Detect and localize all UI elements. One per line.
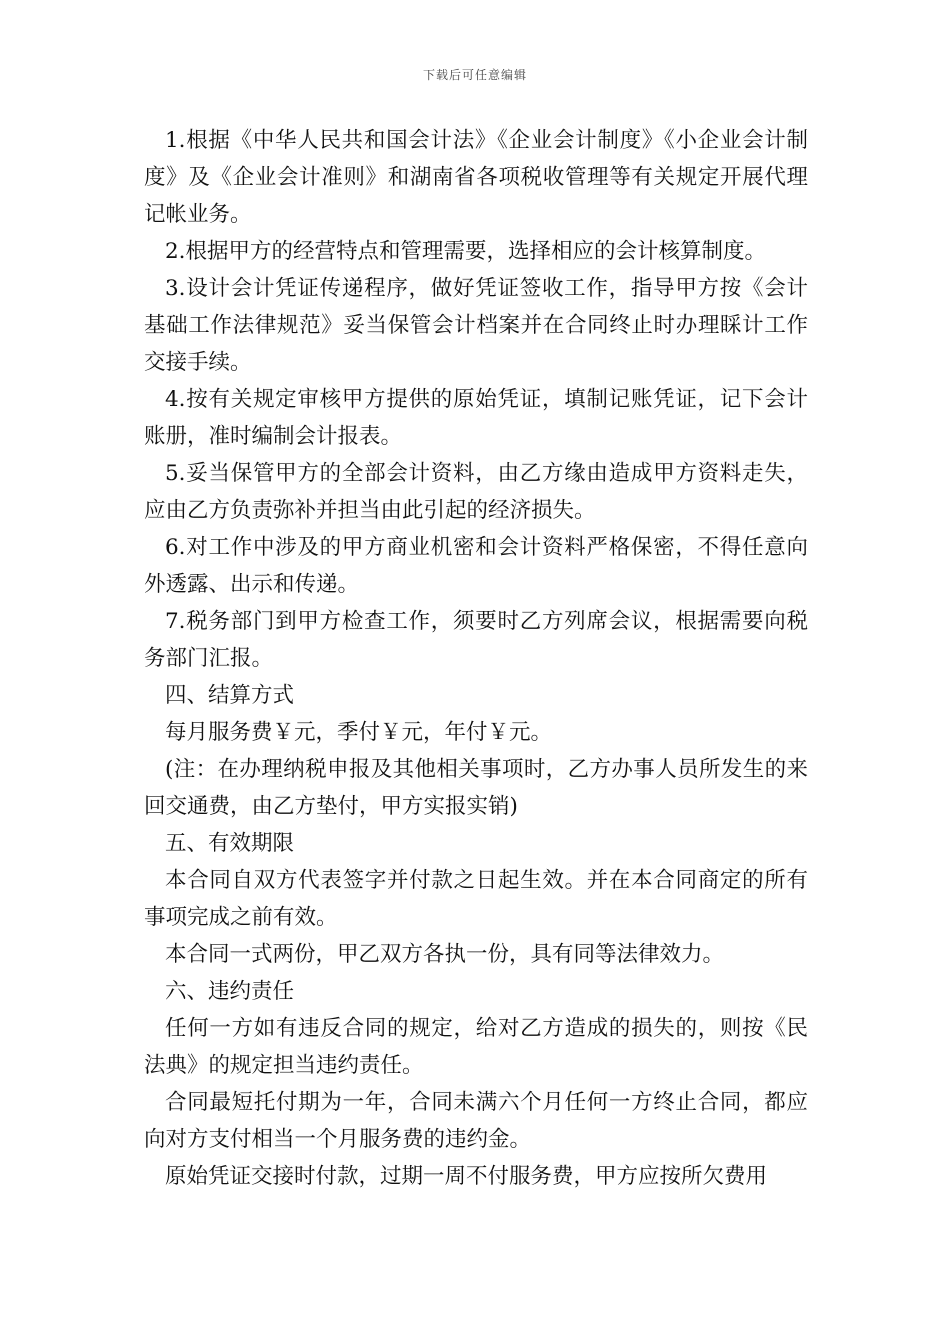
liability-paragraph: 任何一方如有违反合同的规定，给对乙方造成的损失的，则按《民法典》的规定担当违约责任。 (144, 1016, 808, 1078)
clause-4: 4.按有关规定审核甲方提供的原始凭证，填制记账凭证，记下会计账册，准时编制会计报表。 (144, 387, 808, 449)
section-heading-liability: 六、违约责任 (165, 979, 295, 1004)
clause-1: 1.根据《中华人民共和国会计法》《企业会计制度》《小企业会计制度》及《企业会计准则》和湖南省各项税收管理等有关规定开展代理记帐业务。 (144, 128, 808, 227)
clause-2: 2.根据甲方的经营特点和管理需要，选择相应的会计核算制度。 (165, 239, 767, 264)
section-heading-settlement: 四、结算方式 (165, 683, 295, 708)
page-header: 下载后可任意编辑 (422, 68, 527, 82)
clause-5: 5.妥当保管甲方的全部会计资料，由乙方缘由造成甲方资料走失，应由乙方负责弥补并担当由此引起的经济损失。 (144, 461, 808, 523)
clause-7: 7.税务部门到甲方检查工作，须要时乙方列席会议，根据需要向税务部门汇报。 (144, 609, 808, 671)
payment-paragraph: 原始凭证交接时付款，过期一周不付服务费，甲方应按所欠费用 (165, 1164, 768, 1189)
section-heading-validity: 五、有效期限 (165, 831, 295, 856)
fee-note-paragraph: (注：在办理纳税申报及其他相关事项时，乙方办事人员所发生的来回交通费，由乙方垫付，甲方实报实销) (144, 757, 808, 819)
service-fee-paragraph: 每月服务费￥元，季付￥元，年付￥元。 (165, 720, 553, 745)
document-body (144, 122, 808, 1195)
clause-3: 3.设计会计凭证传递程序，做好凭证签收工作，指导甲方按《会计基础工作法律规范》妥当保管会计档案并在合同终止时办理睬计工作交接手续。 (144, 276, 808, 375)
validity-paragraph: 本合同自双方代表签字并付款之日起生效。并在本合同商定的所有事项完成之前有效。 (144, 868, 808, 930)
clause-6: 6.对工作中涉及的甲方商业机密和会计资料严格保密，不得任意向外透露、出示和传递。 (144, 535, 808, 597)
minimum-term-paragraph: 合同最短托付期为一年，合同未满六个月任何一方终止合同，都应向对方支付相当一个月服务费的违约金。 (144, 1090, 808, 1152)
copies-paragraph: 本合同一式两份，甲乙双方各执一份，具有同等法律效力。 (165, 942, 725, 967)
